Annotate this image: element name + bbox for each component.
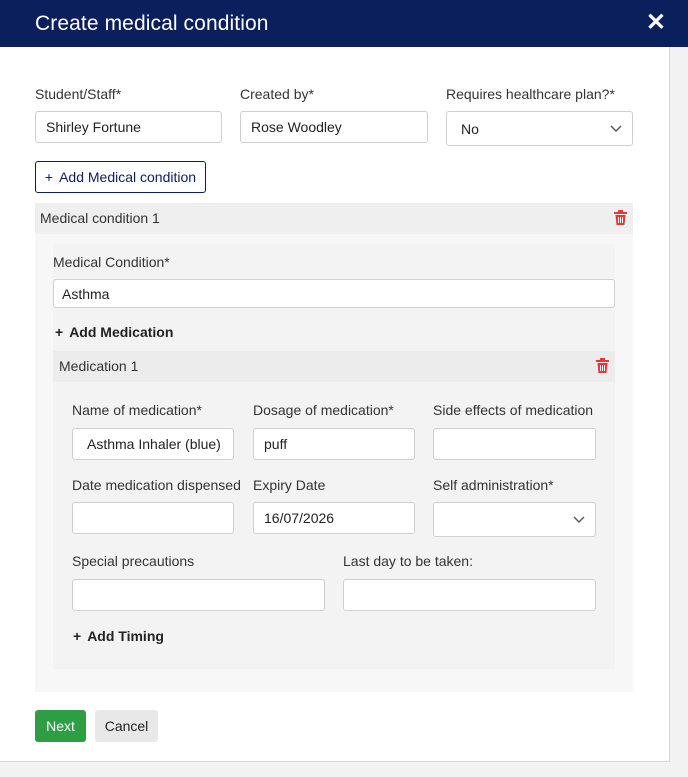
self-administration-label: Self administration* bbox=[433, 477, 554, 493]
dosage-input[interactable]: puff bbox=[253, 428, 415, 460]
medication-name-label: Name of medication* bbox=[72, 402, 202, 418]
add-timing-link[interactable] bbox=[73, 628, 164, 644]
chevron-down-icon bbox=[573, 513, 585, 525]
last-day-input[interactable] bbox=[343, 579, 596, 611]
special-precautions-input[interactable] bbox=[72, 579, 325, 611]
close-icon[interactable]: ✕ bbox=[645, 9, 666, 36]
cancel-button[interactable]: Cancel bbox=[95, 710, 158, 742]
last-day-label: Last day to be taken: bbox=[343, 553, 473, 569]
add-medication-link[interactable] bbox=[55, 324, 173, 340]
modal-title: Create medical condition bbox=[35, 12, 269, 35]
healthcare-plan-value: No bbox=[461, 120, 479, 137]
student-staff-input[interactable]: Shirley Fortune bbox=[35, 111, 222, 143]
add-timing-label: Add Timing bbox=[87, 628, 164, 644]
date-dispensed-input[interactable] bbox=[72, 502, 234, 534]
medical-condition-input[interactable]: Asthma bbox=[53, 279, 615, 308]
self-administration-select[interactable] bbox=[433, 502, 596, 537]
medical-condition-label: Medical Condition* bbox=[53, 254, 170, 270]
healthcare-plan-select[interactable] bbox=[446, 111, 633, 146]
created-by-input[interactable]: Rose Woodley bbox=[240, 111, 428, 143]
expiry-date-label: Expiry Date bbox=[253, 477, 326, 493]
special-precautions-label: Special precautions bbox=[72, 553, 195, 569]
medical-condition-header-title: Medical condition 1 bbox=[40, 210, 160, 226]
chevron-down-icon bbox=[610, 122, 622, 134]
student-staff-label: Student/Staff* bbox=[35, 86, 122, 102]
next-button[interactable]: Next bbox=[35, 710, 86, 742]
delete-condition-trash-icon[interactable] bbox=[614, 210, 627, 225]
side-effects-input[interactable] bbox=[433, 428, 596, 460]
medication-header bbox=[53, 351, 615, 382]
medical-condition-header bbox=[35, 203, 633, 234]
modal-header bbox=[0, 0, 688, 47]
delete-medication-trash-icon[interactable] bbox=[596, 358, 609, 373]
medication-name-input[interactable]: Asthma Inhaler (blue) bbox=[72, 428, 234, 460]
healthcare-plan-label: Requires healthcare plan?* bbox=[446, 86, 615, 102]
medication-header-title: Medication 1 bbox=[59, 358, 139, 374]
plus-icon: + bbox=[44, 169, 54, 185]
expiry-date-input[interactable]: 16/07/2026 bbox=[253, 502, 415, 534]
add-medical-condition-label: Add Medical condition bbox=[59, 169, 197, 185]
dosage-label: Dosage of medication* bbox=[253, 402, 394, 418]
plus-icon: + bbox=[55, 324, 64, 340]
add-medication-label: Add Medication bbox=[69, 324, 174, 340]
side-effects-label: Side effects of medication bbox=[433, 402, 594, 418]
created-by-label: Created by* bbox=[240, 86, 314, 102]
date-dispensed-label: Date medication dispensed bbox=[72, 477, 241, 493]
plus-icon: + bbox=[73, 628, 82, 644]
add-medical-condition-button[interactable] bbox=[35, 161, 206, 193]
